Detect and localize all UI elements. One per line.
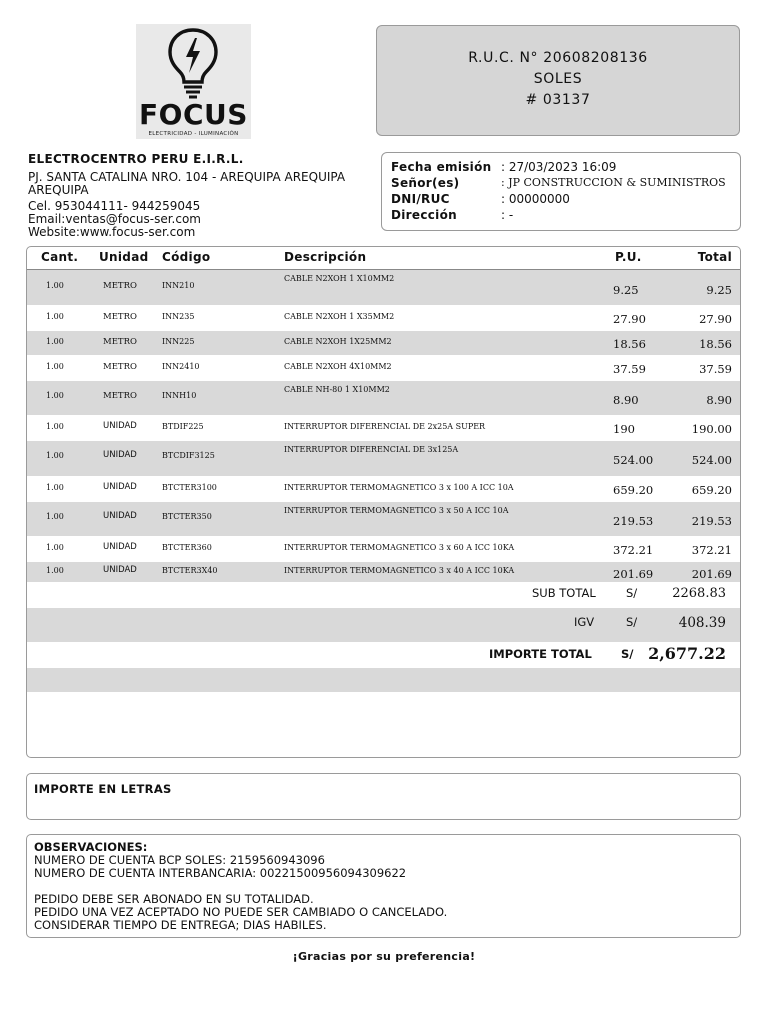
ruc-box bbox=[376, 25, 740, 136]
observation-line: CONSIDERAR TIEMPO DE ENTREGA; DIAS HABILES. bbox=[34, 918, 327, 932]
table-row bbox=[27, 502, 740, 536]
dni-value: : 00000000 bbox=[501, 192, 570, 206]
subtotal-label: SUB TOTAL bbox=[532, 586, 596, 600]
cell-cant: 1.00 bbox=[46, 362, 64, 371]
cell-codigo: BTCTER360 bbox=[162, 543, 212, 552]
logo-tagline: ELECTRICIDAD - ILUMINACIÓN bbox=[148, 131, 239, 137]
cell-descripcion: CABLE NH-80 1 X10MM2 bbox=[284, 385, 390, 394]
table-row bbox=[27, 416, 740, 440]
cell-pu: 8.90 bbox=[613, 393, 639, 407]
cell-descripcion: INTERRUPTOR TERMOMAGNETICO 3 x 60 A ICC 10KA bbox=[284, 543, 515, 552]
items-table bbox=[26, 246, 741, 758]
table-row bbox=[27, 537, 740, 561]
cell-total: 8.90 bbox=[706, 393, 732, 407]
table-row bbox=[27, 562, 740, 582]
header-descripcion: Descripción bbox=[284, 250, 367, 264]
cell-pu: 659.20 bbox=[613, 483, 654, 497]
document-number: # 03137 bbox=[525, 92, 591, 108]
cell-codigo: BTCTER3X40 bbox=[162, 566, 218, 575]
cell-cant: 1.00 bbox=[46, 337, 64, 346]
company-email: Email:ventas@focus-ser.com bbox=[28, 212, 201, 226]
igv-row bbox=[27, 608, 740, 642]
thanks-message: ¡Gracias por su preferencia! bbox=[292, 950, 476, 963]
header-unidad: Unidad bbox=[99, 250, 149, 264]
table-header bbox=[27, 247, 740, 270]
company-name: ELECTROCENTRO PERU E.I.R.L. bbox=[28, 152, 244, 166]
observations-title: OBSERVACIONES: bbox=[34, 840, 148, 854]
direccion-label: Dirección bbox=[391, 208, 457, 222]
cell-codigo: BTCDIF3125 bbox=[162, 451, 215, 460]
cell-descripcion: INTERRUPTOR TERMOMAGNETICO 3 x 40 A ICC 10KA bbox=[284, 566, 515, 575]
subtotal-row bbox=[27, 583, 740, 607]
observation-line: NUMERO DE CUENTA BCP SOLES: 2159560943096 bbox=[34, 853, 325, 867]
fecha-value: : 27/03/2023 16:09 bbox=[501, 160, 617, 174]
currency-label: SOLES bbox=[533, 71, 583, 87]
table-row bbox=[27, 356, 740, 380]
cell-total: 372.21 bbox=[691, 543, 732, 557]
observation-line: PEDIDO UNA VEZ ACEPTADO NO PUEDE SER CAMBIADO O CANCELADO. bbox=[34, 905, 448, 919]
cell-cant: 1.00 bbox=[46, 422, 64, 431]
subtotal-currency: S/ bbox=[626, 586, 638, 600]
ruc-number: R.U.C. N° 20608208136 bbox=[468, 50, 648, 66]
cell-pu: 372.21 bbox=[613, 543, 654, 557]
cell-total: 524.00 bbox=[691, 453, 732, 467]
company-info bbox=[28, 153, 373, 239]
table-row bbox=[27, 331, 740, 355]
cell-descripcion: INTERRUPTOR DIFERENCIAL DE 2x25A SUPER bbox=[284, 422, 486, 431]
cell-codigo: INN2410 bbox=[162, 362, 200, 371]
subtotal-value: 2268.83 bbox=[672, 586, 726, 601]
cell-cant: 1.00 bbox=[46, 543, 64, 552]
header-codigo: Código bbox=[162, 250, 211, 264]
cell-pu: 190 bbox=[613, 422, 635, 436]
cell-descripcion: CABLE N2XOH 1X25MM2 bbox=[284, 337, 392, 346]
cell-unidad: UNIDAD bbox=[103, 511, 137, 521]
cell-pu: 219.53 bbox=[613, 514, 654, 528]
cell-codigo: INN225 bbox=[162, 337, 195, 346]
company-phone: Cel. 953044111- 944259045 bbox=[28, 199, 201, 213]
cell-unidad: METRO bbox=[103, 281, 137, 291]
cell-cant: 1.00 bbox=[46, 566, 64, 575]
header-cant: Cant. bbox=[41, 250, 79, 264]
cell-total: 190.00 bbox=[691, 422, 732, 436]
cell-pu: 37.59 bbox=[613, 362, 646, 376]
observations-box bbox=[26, 834, 741, 938]
cell-codigo: INN210 bbox=[162, 281, 195, 290]
cell-cant: 1.00 bbox=[46, 312, 64, 321]
observation-line: NUMERO DE CUENTA INTERBANCARIA: 00221500956094309622 bbox=[34, 866, 407, 880]
importe-total-value: 2,677.22 bbox=[648, 644, 726, 663]
cell-cant: 1.00 bbox=[46, 451, 64, 460]
cell-pu: 18.56 bbox=[613, 337, 646, 351]
company-logo bbox=[136, 24, 251, 139]
importe-total-label: IMPORTE TOTAL bbox=[489, 647, 592, 661]
cell-total: 659.20 bbox=[691, 483, 732, 497]
cell-codigo: INNH10 bbox=[162, 391, 197, 400]
cell-cant: 1.00 bbox=[46, 391, 64, 400]
cell-unidad: UNIDAD bbox=[103, 542, 137, 552]
cell-descripcion: INTERRUPTOR DIFERENCIAL DE 3x125A bbox=[284, 445, 459, 454]
observation-line: PEDIDO DEBE SER ABONADO EN SU TOTALIDAD. bbox=[34, 892, 314, 906]
company-website: Website:www.focus-ser.com bbox=[28, 225, 196, 239]
company-address-line1: PJ. SANTA CATALINA NRO. 104 - AREQUIPA AREQUIPA bbox=[28, 170, 346, 184]
company-address-line2: AREQUIPA bbox=[28, 183, 89, 197]
cell-cant: 1.00 bbox=[46, 512, 64, 521]
igv-currency: S/ bbox=[626, 615, 638, 629]
cell-descripcion: CABLE N2XOH 1 X35MM2 bbox=[284, 312, 395, 321]
cell-pu: 524.00 bbox=[613, 453, 654, 467]
cell-descripcion: CABLE N2XOH 4X10MM2 bbox=[284, 362, 392, 371]
cell-cant: 1.00 bbox=[46, 483, 64, 492]
table-row bbox=[27, 477, 740, 501]
cell-total: 37.59 bbox=[699, 362, 732, 376]
cell-unidad: UNIDAD bbox=[103, 565, 137, 575]
senor-label: Señor(es) bbox=[391, 176, 460, 190]
importe-total-currency: S/ bbox=[621, 647, 634, 661]
table-row bbox=[27, 381, 740, 415]
cell-total: 9.25 bbox=[706, 283, 732, 297]
cell-pu: 9.25 bbox=[613, 283, 639, 297]
cell-unidad: METRO bbox=[103, 312, 137, 322]
cell-unidad: METRO bbox=[103, 337, 137, 347]
cell-codigo: INN235 bbox=[162, 312, 195, 321]
cell-descripcion: CABLE N2XOH 1 X10MM2 bbox=[284, 274, 395, 283]
client-info-box bbox=[381, 152, 741, 231]
header-pu: P.U. bbox=[615, 250, 642, 264]
cell-descripcion: INTERRUPTOR TERMOMAGNETICO 3 x 50 A ICC 10A bbox=[284, 506, 509, 515]
cell-total: 27.90 bbox=[699, 312, 732, 326]
logo-brand-text: FOCUS bbox=[139, 98, 248, 131]
cell-unidad: UNIDAD bbox=[103, 421, 137, 431]
senor-value: : JP CONSTRUCCION & SUMINISTROS bbox=[501, 176, 726, 189]
table-row bbox=[27, 306, 740, 330]
cell-codigo: BTCTER3100 bbox=[162, 483, 217, 492]
cell-unidad: UNIDAD bbox=[103, 450, 137, 460]
cell-descripcion: INTERRUPTOR TERMOMAGNETICO 3 x 100 A ICC 10A bbox=[284, 483, 514, 492]
igv-value: 408.39 bbox=[678, 615, 726, 631]
cell-codigo: BTDIF225 bbox=[162, 422, 204, 431]
cell-pu: 27.90 bbox=[613, 312, 646, 326]
cell-total: 18.56 bbox=[699, 337, 732, 351]
header-total: Total bbox=[697, 250, 732, 264]
igv-label: IGV bbox=[574, 615, 595, 629]
fecha-label: Fecha emisión bbox=[391, 160, 492, 174]
cell-codigo: BTCTER350 bbox=[162, 512, 212, 521]
importe-letras-title: IMPORTE EN LETRAS bbox=[34, 782, 172, 796]
cell-unidad: UNIDAD bbox=[103, 482, 137, 492]
lightbulb-bolt-icon bbox=[166, 26, 220, 102]
direccion-value: : - bbox=[501, 208, 514, 222]
cell-cant: 1.00 bbox=[46, 281, 64, 290]
cell-unidad: METRO bbox=[103, 391, 137, 401]
importe-total-row bbox=[27, 643, 740, 667]
table-row bbox=[27, 441, 740, 476]
cell-unidad: METRO bbox=[103, 362, 137, 372]
cell-total: 201.69 bbox=[691, 567, 732, 581]
cell-total: 219.53 bbox=[691, 514, 732, 528]
importe-letras-box bbox=[26, 773, 741, 820]
dni-label: DNI/RUC bbox=[391, 192, 450, 206]
cell-pu: 201.69 bbox=[613, 567, 654, 581]
table-row bbox=[27, 270, 740, 305]
blank-gray-row bbox=[27, 668, 740, 692]
